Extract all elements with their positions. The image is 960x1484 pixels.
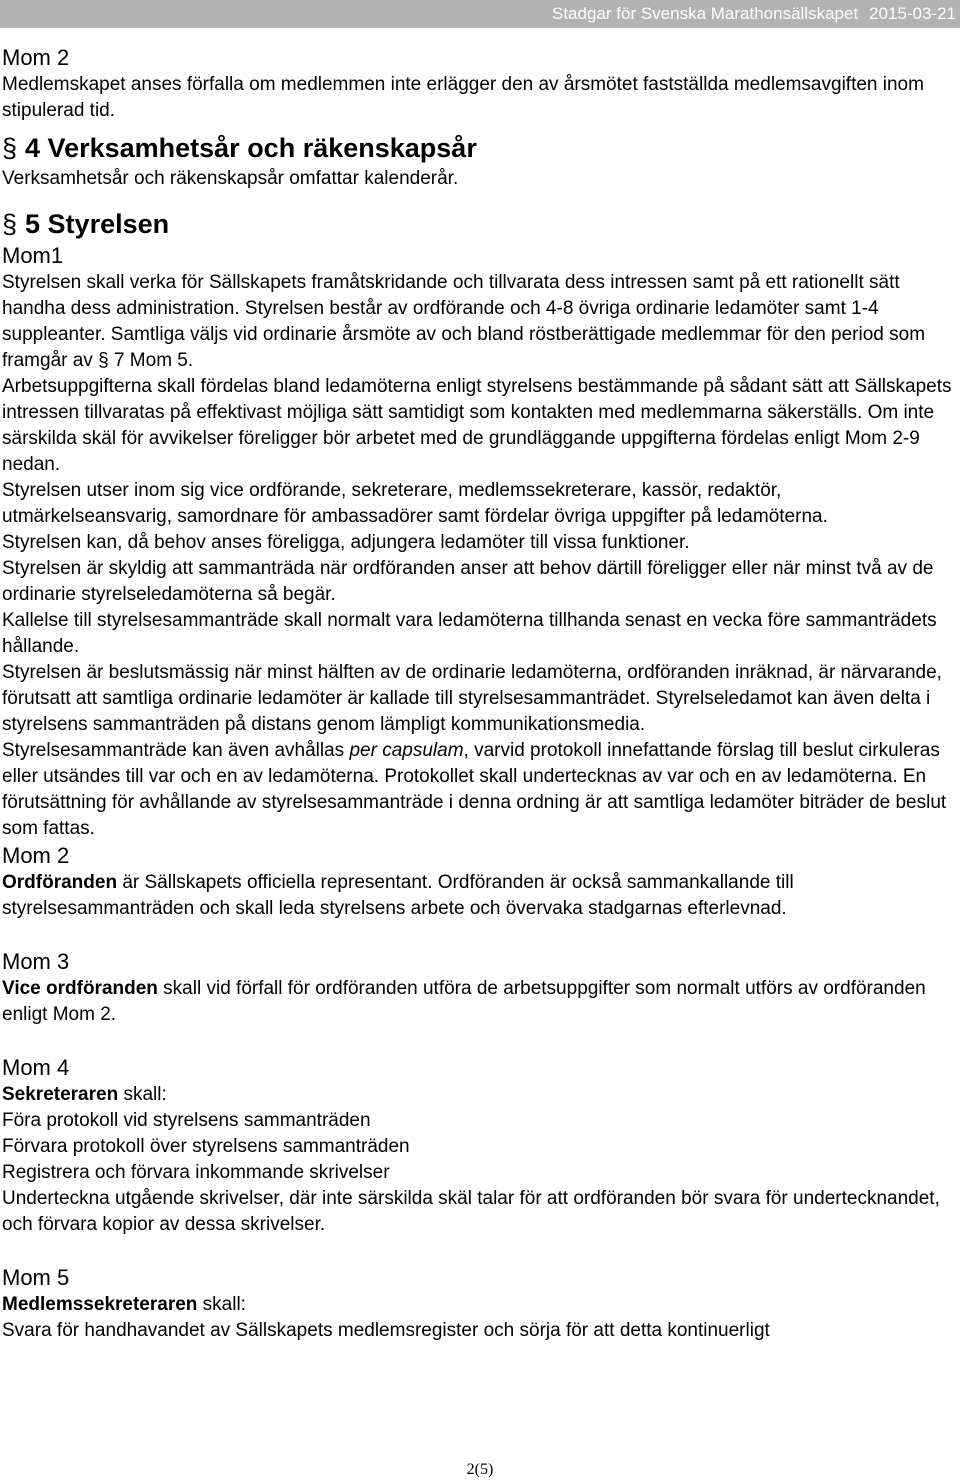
intro-mom-label: Mom 2 <box>2 45 70 70</box>
mom-3-text: Vice ordföranden skall vid förfall för ordföranden utföra de arbetsuppgifter som normalt utförs av ordföranden enligt Mom 2. <box>2 978 926 1025</box>
section-5-paragraph-5: Styrelsen är skyldig att sammanträda när ordföranden anser att behov därtill föreligger eller när minst två av de ordinarie styrelseledamöterna så begär. <box>2 558 934 605</box>
section-5-title: 5 Styrelsen <box>25 209 170 239</box>
section-5-paragraph-8: Styrelsesammanträde kan även avhållas per capsulam, varvid protokoll innefattande förslag till beslut cirkuleras eller utsändes till var och en av ledamöterna. Protokollet skall undertecknas av var och en av ledamöterna. En förutsättning för avhållande av styrelsesammanträde i denna ordning är att samtliga ledamöter biträder de beslut som fattas. <box>2 740 947 839</box>
mom-3-label: Mom 3 <box>2 949 70 974</box>
section-5-heading <box>2 206 954 242</box>
section-5-paragraph-4: Styrelsen kan, då behov anses föreligga, adjungera ledamöter till vissa funktioner. <box>2 532 690 553</box>
mom-4-item: Underteckna utgående skrivelser, där inte särskilda skäl talar för att ordföranden bör svara för undertecknandet, och förvara kopior av dessa skrivelser. <box>2 1188 940 1235</box>
section-5-paragraph-3: Styrelsen utser inom sig vice ordförande, sekreterare, medlemssekreterare, kassör, redaktör, utmärkelseansvarig, samordnare för ambassadörer samt fördelar övriga uppgifter på ledamöterna. <box>2 480 828 527</box>
section-4-heading <box>2 130 954 166</box>
intro-text: Medlemskapet anses förfalla om medlemmen inte erlägger den av årsmötet fastställda medlemsavgiften inom stipulerad tid. <box>2 74 924 121</box>
mom-4-intro: Sekreteraren skall: <box>2 1084 167 1105</box>
section-4-title: 4 Verksamhetsår och räkenskapsår <box>25 133 477 163</box>
paragraph-symbol: § <box>2 209 18 239</box>
section-5-paragraph-7: Styrelsen är beslutsmässig när minst hälften av de ordinarie ledamöterna, ordföranden inräknad, är närvarande, förutsatt att samtliga ordinarie ledamöter är kallade till styrelsesammanträdet. Styrelseledamot kan även delta i styrelsens sammanträden på distans genom lämpligt kommunikationsmedia. <box>2 662 942 735</box>
section-5-mom1-label: Mom1 <box>2 243 64 268</box>
mom-4-item: Registrera och förvara inkommande skrivelser <box>2 1162 390 1183</box>
header-title: Stadgar för Svenska Marathonsällskapet <box>552 4 859 23</box>
page-header <box>0 0 960 28</box>
mom-5-label: Mom 5 <box>2 1265 70 1290</box>
mom-4-item: Förvara protokoll över styrelsens sammanträden <box>2 1136 410 1157</box>
header-date: 2015-03-21 <box>869 4 956 23</box>
section-5-paragraph-6: Kallelse till styrelsesammanträde skall normalt vara ledamöterna tillhanda senast en vecka före sammanträdets hållande. <box>2 610 937 657</box>
page-number: 2(5) <box>466 1461 494 1478</box>
mom-4-label: Mom 4 <box>2 1055 70 1080</box>
mom-4-item: Föra protokoll vid styrelsens sammanträden <box>2 1110 371 1131</box>
mom-5-intro: Medlemssekreteraren skall: <box>2 1294 246 1315</box>
section-5-paragraph-2: Arbetsuppgifterna skall fördelas bland ledamöterna enligt styrelsens bestämmande på sådant sätt att Sällskapets intressen tillvaratas på effektivast möjliga sätt samtidigt som kontakten med medlemmarna säkerställs. Om inte särskilda skäl för avvikelser föreligger bör arbetet med de grundläggande uppgifterna fördelas enligt Mom 2-9 nedan. <box>2 376 952 475</box>
mom-2-text: Ordföranden är Sällskapets officiella representant. Ordföranden är också sammankallande till styrelsesammanträden och skall leda styrelsens arbete och övervaka stadgarnas efterlevnad. <box>2 872 794 919</box>
document-body <box>2 44 954 1344</box>
mom-2-label: Mom 2 <box>2 843 70 868</box>
section-4-text: Verksamhetsår och räkenskapsår omfattar kalenderår. <box>2 168 459 189</box>
section-5-paragraph-1: Styrelsen skall verka för Sällskapets framåtskridande och tillvarata dess intressen samt på ett rationellt sätt handha dess administration. Styrelsen består av ordförande och 4-8 övriga ordinarie ledamöter samt 1-4 suppleanter. Samtliga väljs vid ordinarie årsmöte av och bland röstberättigade medlemmar för den period som framgår av § 7 Mom 5. <box>2 272 926 371</box>
paragraph-symbol: § <box>2 133 18 163</box>
mom-5-text: Svara för handhavandet av Sällskapets medlemsregister och sörja för att detta kontinuerligt <box>2 1320 770 1341</box>
